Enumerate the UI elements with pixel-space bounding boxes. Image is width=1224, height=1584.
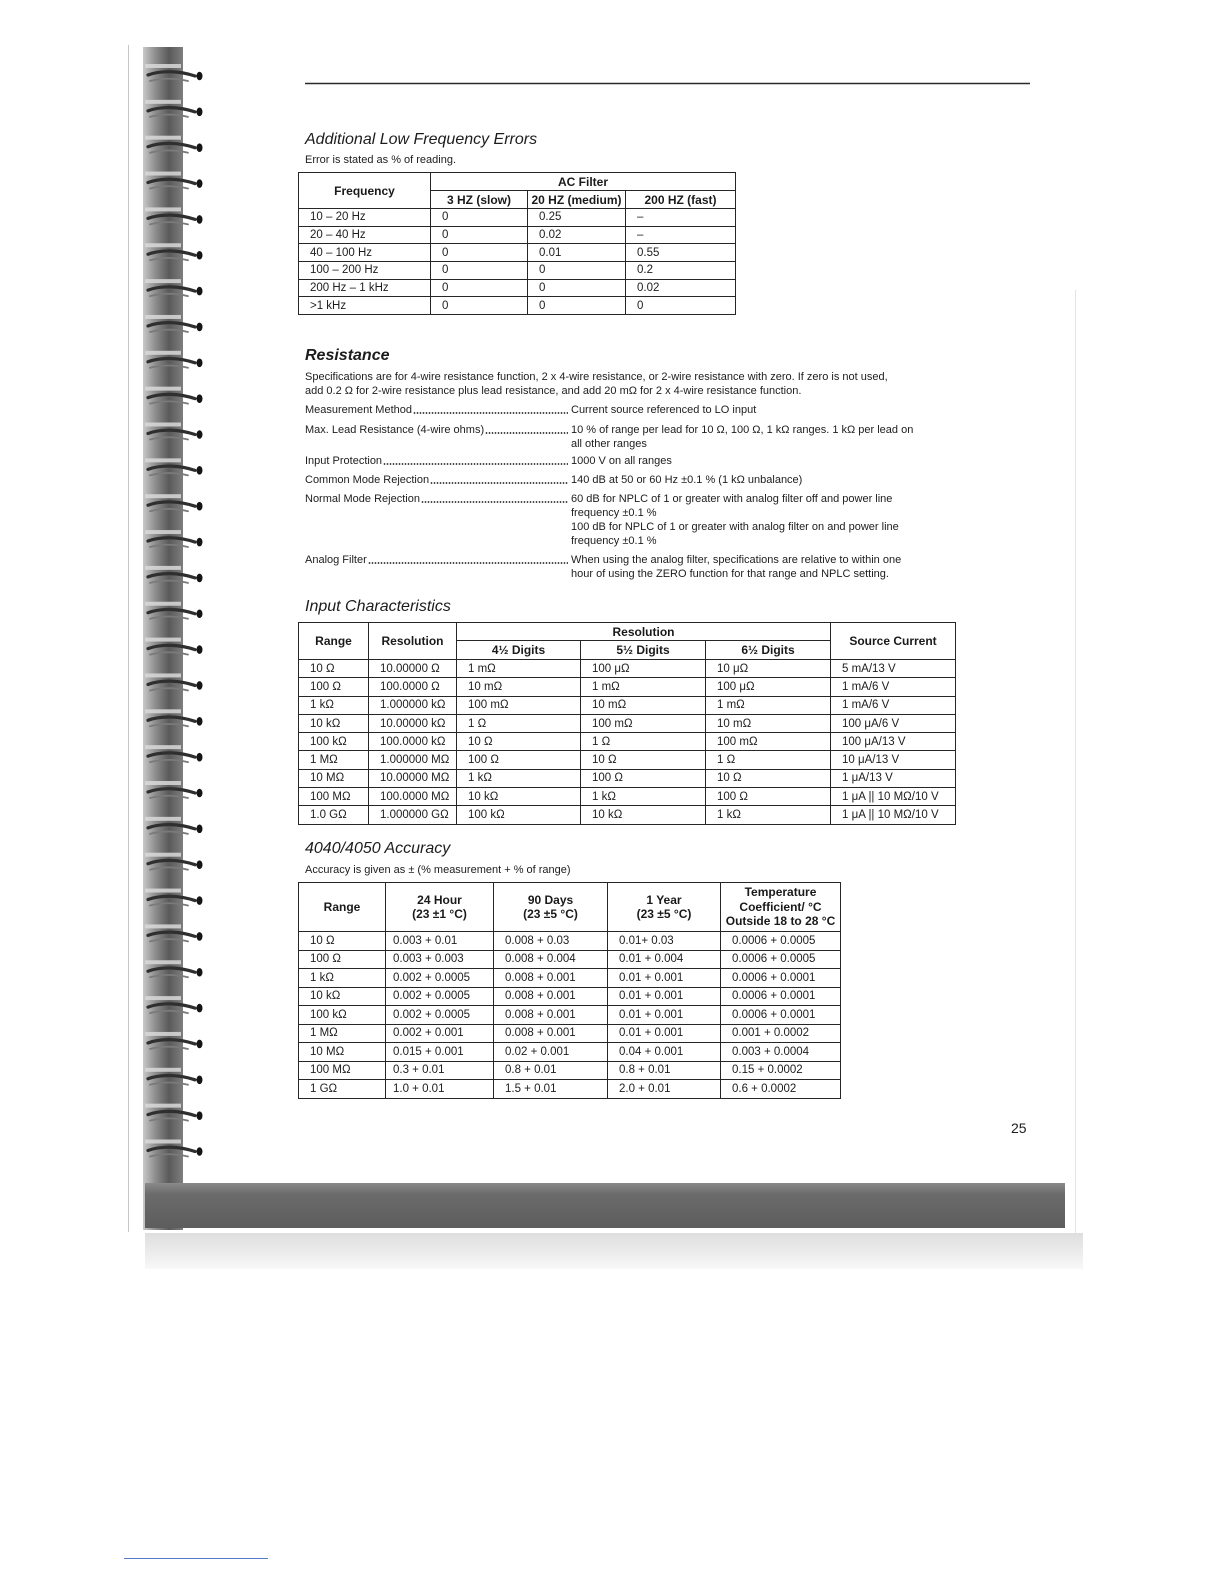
cell-6-5-digits: 1 Ω xyxy=(706,751,831,769)
coil-gap xyxy=(145,64,181,68)
cell-1-year: 0.8 + 0.01 xyxy=(608,1061,721,1080)
spec-label xyxy=(305,473,571,487)
coil-gap xyxy=(145,960,181,964)
spec-label xyxy=(305,403,571,417)
spec-label-text: Input Protection xyxy=(305,455,383,467)
cell-temperature-coefficient: 0.6 + 0.0002 xyxy=(721,1080,841,1099)
punch-hole xyxy=(197,251,203,260)
cell-20hz-medium: 0 xyxy=(528,262,626,280)
cell-frequency: >1 kHz xyxy=(299,297,431,315)
punch-hole xyxy=(197,179,203,188)
spec-value-line: 10 % of range per lead for 10 Ω, 100 Ω, 1 kΩ ranges. 1 kΩ per lead on xyxy=(571,424,914,436)
cell-4-5-digits: 1 mΩ xyxy=(457,660,581,678)
punch-hole xyxy=(197,1147,203,1156)
punch-hole xyxy=(197,1076,203,1085)
spec-row-analog-filter xyxy=(305,553,955,581)
dot-leader xyxy=(485,432,568,434)
spec-value-line: frequency ±0.1 % xyxy=(571,507,657,519)
cell-4-5-digits: 100 mΩ xyxy=(457,696,581,714)
cell-1-year: 0.01 + 0.001 xyxy=(608,969,721,988)
cell-90-days: 1.5 + 0.01 xyxy=(494,1080,608,1099)
cell-4-5-digits: 100 Ω xyxy=(457,751,581,769)
cell-200hz-fast: 0 xyxy=(626,297,736,315)
punch-hole xyxy=(197,538,203,547)
cell-5-5-digits: 10 kΩ xyxy=(581,806,706,824)
col-header-4-5-digits: 4½ Digits xyxy=(457,641,581,660)
spec-label xyxy=(305,454,571,468)
cell-range: 100 Ω xyxy=(299,678,369,696)
coil-gap xyxy=(145,458,181,462)
punch-hole xyxy=(197,574,203,583)
punch-hole xyxy=(197,502,203,511)
coil-gap xyxy=(145,566,181,570)
table-row xyxy=(299,751,956,769)
cell-200hz-fast: 0.2 xyxy=(626,262,736,280)
cell-source-current: 1 μA || 10 MΩ/10 V xyxy=(831,788,956,806)
coil-gap xyxy=(145,745,181,749)
cell-temperature-coefficient: 0.003 + 0.0004 xyxy=(721,1043,841,1062)
col-header-resolution: Resolution xyxy=(369,623,457,660)
coil-gap xyxy=(145,351,181,355)
coil-gap xyxy=(145,817,181,821)
coil-gap xyxy=(145,1068,181,1072)
cell-resolution: 10.00000 kΩ xyxy=(369,714,457,732)
spec-label xyxy=(305,553,571,567)
col-header-90-days xyxy=(494,883,608,932)
table-row xyxy=(299,678,956,696)
cell-20hz-medium: 0.01 xyxy=(528,244,626,262)
cell-3hz-slow: 0 xyxy=(431,244,528,262)
cell-5-5-digits: 10 Ω xyxy=(581,751,706,769)
punch-hole xyxy=(197,717,203,726)
col-header-200hz-fast: 200 HZ (fast) xyxy=(626,191,736,209)
cell-resolution: 100.0000 kΩ xyxy=(369,733,457,751)
table-row xyxy=(299,1080,841,1099)
section-title-input-characteristics: Input Characteristics xyxy=(305,598,451,615)
resistance-intro-line: Specifications are for 4-wire resistance function, 2 x 4-wire resistance, or 2-wire resistance with zero. If zero is not used, xyxy=(305,371,888,383)
cell-range: 1.0 GΩ xyxy=(299,806,369,824)
spec-row-input-protection xyxy=(305,454,955,468)
cell-4-5-digits: 10 mΩ xyxy=(457,678,581,696)
table-body xyxy=(299,660,956,825)
cell-1-year: 0.01 + 0.001 xyxy=(608,1024,721,1043)
dot-leader xyxy=(368,562,568,564)
col-header-range: Range xyxy=(299,623,369,660)
spec-value xyxy=(571,423,955,451)
header-line: (23 ±1 °C) xyxy=(412,907,467,921)
coil-gap xyxy=(145,207,181,211)
spec-value-line: hour of using the ZERO function for that range and NPLC setting. xyxy=(571,568,889,580)
spec-row-measurement-method xyxy=(305,403,955,417)
coil-gap xyxy=(145,243,181,247)
cell-temperature-coefficient: 0.0006 + 0.0005 xyxy=(721,950,841,969)
spec-row-normal-mode-rejection xyxy=(305,492,955,548)
cell-frequency: 40 – 100 Hz xyxy=(299,244,431,262)
cell-temperature-coefficient: 0.0006 + 0.0001 xyxy=(721,987,841,1006)
coil-gap xyxy=(145,136,181,140)
cell-source-current: 5 mA/13 V xyxy=(831,660,956,678)
punch-hole xyxy=(197,681,203,690)
accuracy-table xyxy=(298,882,841,1099)
coil-gap xyxy=(145,781,181,785)
table-header-row xyxy=(299,173,736,191)
table-row xyxy=(299,769,956,787)
spec-value-line: frequency ±0.1 % xyxy=(571,535,657,547)
table-header-row xyxy=(299,623,956,641)
scan-shadow-band xyxy=(145,1233,1083,1269)
punch-hole xyxy=(197,108,203,117)
coil-gap xyxy=(145,709,181,713)
col-header-1-year xyxy=(608,883,721,932)
cell-6-5-digits: 10 Ω xyxy=(706,769,831,787)
cell-range: 100 kΩ xyxy=(299,733,369,751)
punch-hole xyxy=(197,466,203,475)
cell-temperature-coefficient: 0.001 + 0.0002 xyxy=(721,1024,841,1043)
cell-temperature-coefficient: 0.0006 + 0.0001 xyxy=(721,1006,841,1025)
cell-5-5-digits: 1 mΩ xyxy=(581,678,706,696)
col-header-20hz-medium: 20 HZ (medium) xyxy=(528,191,626,209)
punch-hole xyxy=(197,789,203,798)
spec-value xyxy=(571,403,955,417)
coil-gap xyxy=(145,494,181,498)
table-row xyxy=(299,969,841,988)
cell-5-5-digits: 1 Ω xyxy=(581,733,706,751)
cell-resolution: 10.00000 MΩ xyxy=(369,769,457,787)
table-row xyxy=(299,226,736,244)
spec-value-line: 100 dB for NPLC of 1 or greater with analog filter on and power line xyxy=(571,521,899,533)
cell-frequency: 100 – 200 Hz xyxy=(299,262,431,280)
resistance-intro xyxy=(305,370,888,398)
punch-hole xyxy=(197,645,203,654)
spec-value-line: all other ranges xyxy=(571,438,647,450)
coil-gap xyxy=(145,889,181,893)
cell-4-5-digits: 100 kΩ xyxy=(457,806,581,824)
punch-hole xyxy=(197,1004,203,1013)
spec-label-text: Normal Mode Rejection xyxy=(305,493,420,505)
cell-24-hour: 1.0 + 0.01 xyxy=(386,1080,494,1099)
coil-gap xyxy=(145,530,181,534)
col-header-range: Range xyxy=(299,883,386,932)
spec-value-line: When using the analog filter, specifications are relative to within one xyxy=(571,554,902,566)
cell-1-year: 0.01 + 0.001 xyxy=(608,1006,721,1025)
cell-range: 1 MΩ xyxy=(299,751,369,769)
cell-24-hour: 0.3 + 0.01 xyxy=(386,1061,494,1080)
punch-hole xyxy=(197,932,203,941)
punch-hole xyxy=(197,287,203,296)
header-line: Temperature xyxy=(744,885,817,900)
cell-temperature-coefficient: 0.0006 + 0.0005 xyxy=(721,932,841,951)
coil-gap xyxy=(145,100,181,104)
section-title-low-frequency-errors: Additional Low Frequency Errors xyxy=(305,131,538,148)
cell-resolution: 1.000000 GΩ xyxy=(369,806,457,824)
dot-leader xyxy=(383,463,568,465)
table-row xyxy=(299,279,736,297)
cell-source-current: 1 mA/6 V xyxy=(831,696,956,714)
header-line: 24 Hour xyxy=(417,892,462,907)
header-line: Coefficient/ °C xyxy=(739,899,822,914)
cell-range: 10 Ω xyxy=(299,660,369,678)
cell-range: 1 kΩ xyxy=(299,969,386,988)
spec-value-line: 1000 V on all ranges xyxy=(571,455,672,467)
spec-value-line: 140 dB at 50 or 60 Hz ±0.1 % (1 kΩ unbalance) xyxy=(571,474,803,486)
spec-label-text: Analog Filter xyxy=(305,554,367,566)
cell-6-5-digits: 100 Ω xyxy=(706,788,831,806)
section-title-accuracy: 4040/4050 Accuracy xyxy=(305,840,451,857)
col-header-6-5-digits: 6½ Digits xyxy=(706,641,831,660)
table-header-row xyxy=(299,883,841,932)
table-row xyxy=(299,1006,841,1025)
section-note-accuracy: Accuracy is given as ± (% measurement + % of range) xyxy=(305,864,571,876)
cell-5-5-digits: 10 mΩ xyxy=(581,696,706,714)
cell-3hz-slow: 0 xyxy=(431,279,528,297)
dot-leader xyxy=(413,412,568,414)
coil-gap xyxy=(145,924,181,928)
cell-range: 100 kΩ xyxy=(299,1006,386,1025)
cell-range: 1 MΩ xyxy=(299,1024,386,1043)
cell-24-hour: 0.002 + 0.0005 xyxy=(386,1006,494,1025)
scan-shadow-bar xyxy=(145,1183,1065,1228)
coil-gap xyxy=(145,387,181,391)
table-row xyxy=(299,660,956,678)
cell-6-5-digits: 1 mΩ xyxy=(706,696,831,714)
punch-hole xyxy=(197,860,203,869)
cell-range: 1 GΩ xyxy=(299,1080,386,1099)
coil-gap xyxy=(145,315,181,319)
cell-24-hour: 0.002 + 0.0005 xyxy=(386,987,494,1006)
cell-temperature-coefficient: 0.15 + 0.0002 xyxy=(721,1061,841,1080)
low-frequency-errors-table xyxy=(298,172,736,315)
cell-1-year: 0.04 + 0.001 xyxy=(608,1043,721,1062)
cell-200hz-fast: 0.02 xyxy=(626,279,736,297)
cell-3hz-slow: 0 xyxy=(431,209,528,227)
cell-range: 100 Ω xyxy=(299,950,386,969)
table-row xyxy=(299,209,736,227)
cell-90-days: 0.02 + 0.001 xyxy=(494,1043,608,1062)
cell-90-days: 0.008 + 0.001 xyxy=(494,1024,608,1043)
punch-hole xyxy=(197,215,203,224)
cell-temperature-coefficient: 0.0006 + 0.0001 xyxy=(721,969,841,988)
page-number: 25 xyxy=(1011,1120,1027,1136)
col-header-3hz-slow: 3 HZ (slow) xyxy=(431,191,528,209)
punch-hole xyxy=(197,430,203,439)
cell-5-5-digits: 100 Ω xyxy=(581,769,706,787)
col-header-ac-filter: AC Filter xyxy=(431,173,736,191)
cell-20hz-medium: 0.25 xyxy=(528,209,626,227)
col-header-24-hour xyxy=(386,883,494,932)
cell-range: 10 MΩ xyxy=(299,1043,386,1062)
header-line: (23 ±5 °C) xyxy=(523,907,578,921)
col-header-frequency: Frequency xyxy=(299,173,431,209)
coil-gap xyxy=(145,853,181,857)
spec-label xyxy=(305,492,571,506)
cell-source-current: 1 mA/6 V xyxy=(831,678,956,696)
coil-gap xyxy=(145,638,181,642)
cell-resolution: 100.0000 MΩ xyxy=(369,788,457,806)
punch-hole xyxy=(197,1111,203,1120)
cell-6-5-digits: 100 μΩ xyxy=(706,678,831,696)
punch-hole xyxy=(197,825,203,834)
table-row xyxy=(299,806,956,824)
header-line: (23 ±5 °C) xyxy=(636,907,692,921)
cell-24-hour: 0.002 + 0.001 xyxy=(386,1024,494,1043)
coil-gap xyxy=(145,673,181,677)
cell-24-hour: 0.003 + 0.003 xyxy=(386,950,494,969)
cell-200hz-fast: – xyxy=(626,226,736,244)
cell-resolution: 1.000000 kΩ xyxy=(369,696,457,714)
cell-1-year: 0.01+ 0.03 xyxy=(608,932,721,951)
cell-90-days: 0.008 + 0.001 xyxy=(494,987,608,1006)
table-row xyxy=(299,1024,841,1043)
cell-resolution: 10.00000 Ω xyxy=(369,660,457,678)
section-note-low-frequency-errors: Error is stated as % of reading. xyxy=(305,154,457,166)
spec-row-common-mode-rejection xyxy=(305,473,955,487)
coil-gap xyxy=(145,602,181,606)
cell-6-5-digits: 10 μΩ xyxy=(706,660,831,678)
col-header-5-5-digits: 5½ Digits xyxy=(581,641,706,660)
cell-6-5-digits: 1 kΩ xyxy=(706,806,831,824)
cell-5-5-digits: 1 kΩ xyxy=(581,788,706,806)
table-row xyxy=(299,244,736,262)
table-row xyxy=(299,297,736,315)
spec-value-line: Current source referenced to LO input xyxy=(571,404,757,416)
cell-4-5-digits: 10 kΩ xyxy=(457,788,581,806)
cell-frequency: 10 – 20 Hz xyxy=(299,209,431,227)
punch-hole xyxy=(197,394,203,403)
cell-24-hour: 0.015 + 0.001 xyxy=(386,1043,494,1062)
coil-gap xyxy=(145,423,181,427)
col-header-temperature-coefficient xyxy=(721,883,841,932)
cell-5-5-digits: 100 mΩ xyxy=(581,714,706,732)
table-row xyxy=(299,1043,841,1062)
punch-hole xyxy=(197,1040,203,1049)
header-line: 1 Year xyxy=(646,892,682,907)
cell-range: 100 MΩ xyxy=(299,788,369,806)
cell-3hz-slow: 0 xyxy=(431,226,528,244)
cell-source-current: 100 μA/13 V xyxy=(831,733,956,751)
spec-label-text: Measurement Method xyxy=(305,404,412,416)
cell-range: 10 Ω xyxy=(299,932,386,951)
cell-20hz-medium: 0 xyxy=(528,297,626,315)
spec-label-text: Max. Lead Resistance (4-wire ohms) xyxy=(305,424,485,436)
table-row xyxy=(299,788,956,806)
spec-value xyxy=(571,492,955,548)
table-row xyxy=(299,1061,841,1080)
cell-source-current: 10 μA/13 V xyxy=(831,751,956,769)
spec-row-max-lead-resistance xyxy=(305,423,955,451)
coil-gap xyxy=(145,996,181,1000)
cell-4-5-digits: 10 Ω xyxy=(457,733,581,751)
col-header-resolution-group: Resolution xyxy=(457,623,831,641)
table-row xyxy=(299,733,956,751)
cell-resolution: 100.0000 Ω xyxy=(369,678,457,696)
cell-90-days: 0.008 + 0.001 xyxy=(494,1006,608,1025)
coil-gap xyxy=(145,279,181,283)
cell-resolution: 1.000000 MΩ xyxy=(369,751,457,769)
cell-frequency: 20 – 40 Hz xyxy=(299,226,431,244)
cell-24-hour: 0.002 + 0.0005 xyxy=(386,969,494,988)
cell-6-5-digits: 10 mΩ xyxy=(706,714,831,732)
cell-5-5-digits: 100 μΩ xyxy=(581,660,706,678)
cell-90-days: 0.8 + 0.01 xyxy=(494,1061,608,1080)
dot-leader xyxy=(421,501,568,503)
cell-3hz-slow: 0 xyxy=(431,297,528,315)
cell-3hz-slow: 0 xyxy=(431,262,528,280)
spec-value-line: 60 dB for NPLC of 1 or greater with analog filter off and power line xyxy=(571,493,893,505)
cell-4-5-digits: 1 kΩ xyxy=(457,769,581,787)
table-row xyxy=(299,262,736,280)
cell-90-days: 0.008 + 0.03 xyxy=(494,932,608,951)
cell-source-current: 1 μA || 10 MΩ/10 V xyxy=(831,806,956,824)
cell-90-days: 0.008 + 0.004 xyxy=(494,950,608,969)
cell-frequency: 200 Hz – 1 kHz xyxy=(299,279,431,297)
cell-200hz-fast: – xyxy=(626,209,736,227)
input-characteristics-table xyxy=(298,622,956,825)
col-header-source-current: Source Current xyxy=(831,623,956,660)
coil-gap xyxy=(145,1140,181,1144)
spec-value xyxy=(571,454,955,468)
dot-leader xyxy=(430,482,568,484)
spec-label xyxy=(305,423,571,437)
punch-hole xyxy=(197,143,203,152)
table-body xyxy=(299,209,736,315)
table-body xyxy=(299,932,841,1099)
punch-hole xyxy=(197,968,203,977)
cell-90-days: 0.008 + 0.001 xyxy=(494,969,608,988)
cell-200hz-fast: 0.55 xyxy=(626,244,736,262)
punch-hole xyxy=(197,72,203,81)
cell-6-5-digits: 100 mΩ xyxy=(706,733,831,751)
punch-hole xyxy=(197,323,203,332)
cell-range: 1 kΩ xyxy=(299,696,369,714)
table-row xyxy=(299,932,841,951)
cell-1-year: 0.01 + 0.001 xyxy=(608,987,721,1006)
header-line: 90 Days xyxy=(527,892,574,907)
cell-range: 10 MΩ xyxy=(299,769,369,787)
spec-value xyxy=(571,473,955,487)
cell-1-year: 0.01 + 0.004 xyxy=(608,950,721,969)
cell-range: 10 kΩ xyxy=(299,714,369,732)
cell-1-year: 2.0 + 0.01 xyxy=(608,1080,721,1099)
table-row xyxy=(299,696,956,714)
spec-value xyxy=(571,553,955,581)
table-row xyxy=(299,987,841,1006)
cell-20hz-medium: 0.02 xyxy=(528,226,626,244)
coil-gap xyxy=(145,1032,181,1036)
coil-gap xyxy=(145,172,181,176)
resistance-intro-line: add 0.2 Ω for 2-wire resistance plus lead resistance, and add 20 mΩ for 2 x 4-wire resistance function. xyxy=(305,385,802,397)
spec-label-text: Common Mode Rejection xyxy=(305,474,430,486)
cell-24-hour: 0.003 + 0.01 xyxy=(386,932,494,951)
cell-range: 100 MΩ xyxy=(299,1061,386,1080)
punch-hole xyxy=(197,609,203,618)
cell-range: 10 kΩ xyxy=(299,987,386,1006)
punch-hole xyxy=(197,359,203,368)
punch-hole xyxy=(197,753,203,762)
table-row xyxy=(299,950,841,969)
punch-hole xyxy=(197,896,203,905)
section-title-resistance: Resistance xyxy=(305,347,390,364)
cell-source-current: 100 μA/6 V xyxy=(831,714,956,732)
cell-20hz-medium: 0 xyxy=(528,279,626,297)
cell-4-5-digits: 1 Ω xyxy=(457,714,581,732)
coil-gap xyxy=(145,1104,181,1108)
cell-source-current: 1 μA/13 V xyxy=(831,769,956,787)
header-line: Outside 18 to 28 °C xyxy=(725,914,836,929)
table-row xyxy=(299,714,956,732)
